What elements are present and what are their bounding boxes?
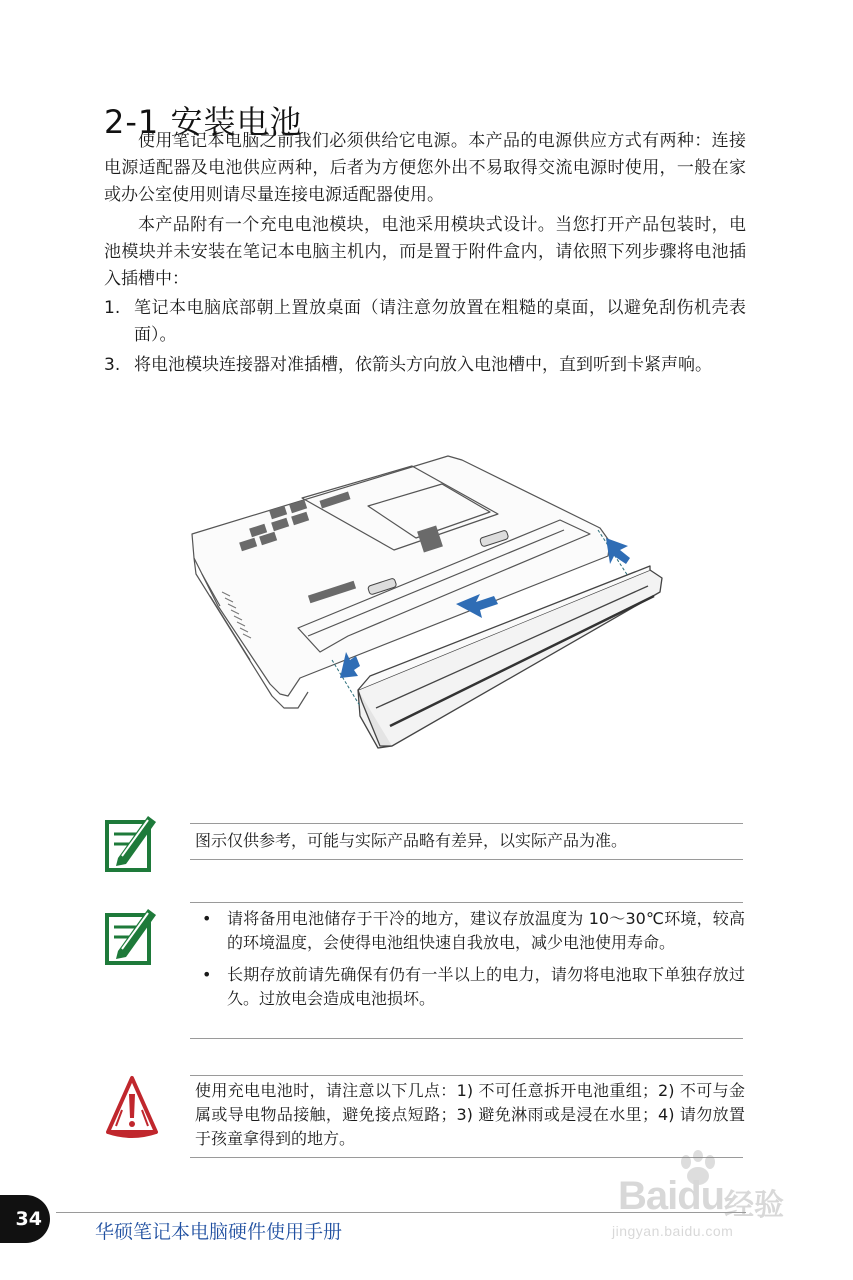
step-text: 将电池模块连接器对准插槽，依箭头方向放入电池槽中，直到听到卡紧声响。 [134, 355, 712, 375]
note-divider-bottom [190, 859, 743, 860]
warning-divider-top [190, 1075, 743, 1076]
step-3 [104, 352, 746, 379]
warning-text: 使用充电电池时，请注意以下几点：1) 不可任意拆开电池重组；2) 不可与金属或导电物品接触，避免接点短路；3) 避免淋雨或是浸在水里；4) 请勿放置于孩童拿得到的地方。 [195, 1081, 745, 1148]
note2-divider-top [190, 902, 743, 903]
bullet: • [202, 909, 212, 928]
footer-divider [56, 1212, 746, 1213]
note-divider-top [190, 823, 743, 824]
section-title: 2-1 安装电池 [104, 103, 303, 142]
list-item [200, 907, 745, 955]
list-item-text: 请将备用电池储存于干冷的地方，建议存放温度为 10～30℃环境，较高的环境温度，会使得电池组快速自我放电，减少电池使用寿命。 [227, 909, 745, 952]
watermark-brand: Baidu [618, 1174, 725, 1218]
warning-triangle-icon [104, 1074, 160, 1140]
battery-storage-notes [200, 907, 745, 1019]
list-item [200, 963, 745, 1011]
watermark-cn: 经验 [724, 1188, 784, 1223]
list-item-text: 长期存放前请先确保有仍有一半以上的电力，请勿将电池取下单独存放过久。过放电会造成电池损坏。 [227, 965, 745, 1008]
page-number-badge [0, 1195, 50, 1243]
step-number: 3. [104, 355, 121, 375]
step-1 [104, 295, 746, 349]
battery-install-illustration [180, 446, 670, 758]
note-pencil-icon [104, 808, 158, 874]
bullet: • [202, 965, 212, 984]
manual-title: 华硕笔记本电脑硬件使用手册 [95, 1221, 343, 1243]
note-pencil-icon [104, 901, 158, 967]
baidu-jingyan-watermark [606, 1150, 806, 1250]
watermark-url: jingyan.baidu.com [612, 1223, 734, 1239]
step-text: 笔记本电脑底部朝上置放桌面（请注意勿放置在粗糙的桌面，以避免刮伤机壳表面）。 [134, 298, 746, 345]
note2-divider-bottom [190, 1038, 743, 1039]
intro-paragraph-2: 本产品附有一个充电电池模块，电池采用模块式设计。当您打开产品包装时，电池模块并未安装在笔记本电脑主机内，而是置于附件盒内，请依照下列步骤将电池插入插槽中： [104, 215, 746, 289]
note-reference-text: 图示仅供参考，可能与实际产品略有差异，以实际产品为准。 [195, 831, 628, 850]
step-number: 1. [104, 298, 121, 318]
page-number: 34 [15, 1208, 42, 1230]
intro-paragraph-1: 使用笔记本电脑之前我们必须供给它电源。本产品的电源供应方式有两种：连接电源适配器及电池供应两种，后者为方便您外出不易取得交流电源时使用，一般在家或办公室使用则请尽量连接电源适配器使用。 [104, 131, 746, 205]
